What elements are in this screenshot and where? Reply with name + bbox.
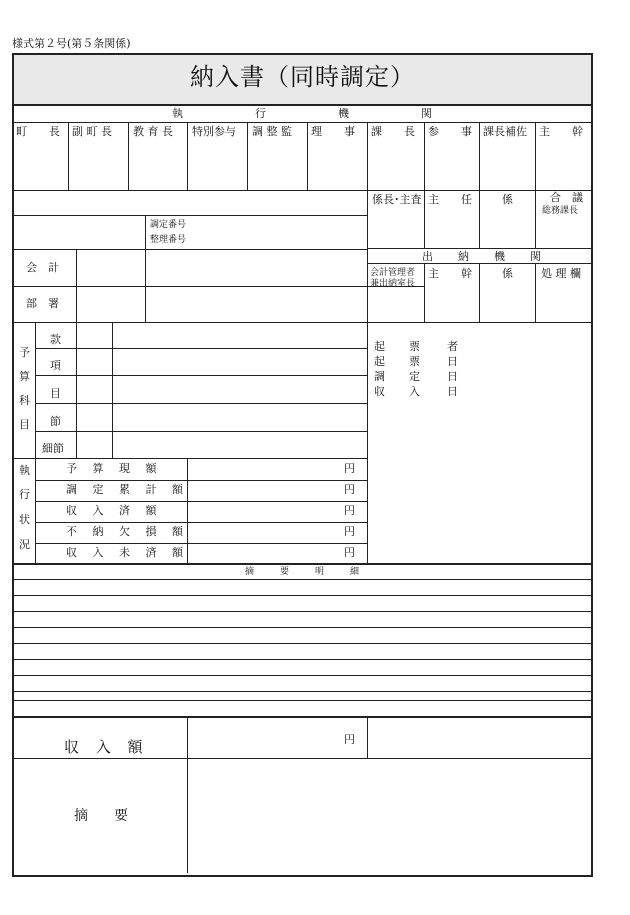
meisai-line-9 xyxy=(12,700,591,701)
vline-off-7 xyxy=(424,122,425,248)
vline-off-9 xyxy=(535,122,536,248)
vline-off-2 xyxy=(128,122,129,190)
line-status-2 xyxy=(35,501,367,502)
vline-main xyxy=(367,122,368,563)
official-director: 理 事 xyxy=(311,125,355,138)
yen-2: 円 xyxy=(344,483,355,496)
suitou-kanrisha-2: 兼出納室長 xyxy=(370,279,416,289)
line-budget-2 xyxy=(35,375,367,376)
official-coordinator: 調 整 監 xyxy=(252,125,292,138)
line-suitou-top xyxy=(367,248,591,249)
vline-shunyu-right xyxy=(367,716,368,758)
meisai-line-5 xyxy=(12,643,591,644)
line-status-4 xyxy=(35,543,367,544)
official-chief-clerk: 係長･主査 xyxy=(372,193,422,206)
sign-4c: 日 xyxy=(447,385,458,398)
line-budget-1 xyxy=(35,348,367,349)
sign-2b: 票 xyxy=(409,355,420,368)
status-cumulative-amount: 調 定 累 計 額 xyxy=(66,483,189,496)
suitou-header-3: 関 xyxy=(530,250,541,263)
line-reg xyxy=(12,215,367,216)
status-label-2: 状 xyxy=(19,513,30,526)
sign-3b: 定 xyxy=(409,370,420,383)
official-assistant-chief: 課長補佐 xyxy=(483,125,527,138)
meisai-line-2 xyxy=(12,595,591,596)
line-tekiyo-top xyxy=(12,758,591,759)
sign-1a: 起 xyxy=(374,340,385,353)
suitou-kanrisha-1: 会計管理者 xyxy=(370,268,416,278)
tekiyo-label-0: 摘 xyxy=(74,808,88,824)
chotei-number-label: 調定番号 xyxy=(150,220,187,230)
sign-1c: 者 xyxy=(447,340,458,353)
yen-1: 円 xyxy=(344,462,355,475)
status-label-0: 執 xyxy=(19,464,30,477)
line-budget-3 xyxy=(35,403,367,404)
line-kaikei-top xyxy=(12,249,367,250)
line-status-top xyxy=(12,458,367,459)
status-received-amount: 収 入 済 額 xyxy=(66,504,163,517)
meisai-line-6 xyxy=(12,659,591,660)
budget-moku: 目 xyxy=(50,387,61,400)
official-mayor: 町 長 xyxy=(16,125,60,138)
official-general-affairs: 総務課長 xyxy=(542,206,579,216)
vline-shunyu xyxy=(187,716,188,873)
vline-budget-label xyxy=(35,322,36,563)
sign-3c: 日 xyxy=(447,370,458,383)
official-deputy-mayor: 副 町 長 xyxy=(72,125,112,138)
budget-saisetsu: 細節 xyxy=(42,442,64,455)
line-budget-4 xyxy=(35,431,367,432)
status-label-3: 況 xyxy=(19,538,30,551)
vline-off-1 xyxy=(68,122,69,190)
kaikei-label: 会 計 xyxy=(26,261,59,274)
budget-label-0: 予 xyxy=(19,346,30,359)
page-title: 納入書（同時調定） xyxy=(190,63,415,91)
tekiyo-label-1: 要 xyxy=(114,808,128,824)
line-exec-header xyxy=(12,122,591,123)
seiri-number-label: 整理番号 xyxy=(150,235,187,245)
vline-sui-3 xyxy=(535,263,536,322)
meisai-header-1: 要 xyxy=(280,567,290,577)
suitou-shukan: 主 幹 xyxy=(428,267,472,280)
sign-2a: 起 xyxy=(374,355,385,368)
line-officials xyxy=(12,190,591,191)
yen-5: 円 xyxy=(344,546,355,559)
vline-sui-1 xyxy=(424,263,425,322)
vline-off-5 xyxy=(307,122,308,190)
meisai-header-2: 明 xyxy=(315,567,325,577)
budget-label-1: 算 xyxy=(19,370,30,383)
meisai-line-8 xyxy=(12,691,591,692)
line-busho-top xyxy=(12,286,367,287)
meisai-header-3: 細 xyxy=(350,567,360,577)
official-section-chief: 課 長 xyxy=(371,125,415,138)
suitou-shori: 処 理 欄 xyxy=(541,267,581,280)
official-special-advisor: 特別参与 xyxy=(192,125,236,138)
yen-4: 円 xyxy=(344,525,355,538)
budget-label-2: 科 xyxy=(19,394,30,407)
official-education: 教 育 長 xyxy=(133,125,173,138)
sign-block xyxy=(374,340,464,400)
sign-2c: 日 xyxy=(447,355,458,368)
exec-header-2: 機 xyxy=(338,107,349,120)
exec-header-1: 行 xyxy=(255,107,266,120)
vline-off-8 xyxy=(479,122,480,248)
budget-label-3: 目 xyxy=(19,418,30,431)
vline-off-3 xyxy=(187,122,188,190)
meisai-header-0: 摘 xyxy=(245,567,255,577)
sign-1b: 票 xyxy=(409,340,420,353)
official-supervisor: 主 任 xyxy=(428,193,472,206)
line-shunyu-top xyxy=(12,716,591,718)
shunyu-gaku-label: 収 入 額 xyxy=(64,738,149,756)
budget-kou: 項 xyxy=(50,359,61,372)
vline-sui-2 xyxy=(479,263,480,322)
official-consult: 合 議 xyxy=(550,191,583,204)
suitou-header-1: 納 xyxy=(458,250,469,263)
line-meisai-top xyxy=(12,563,591,565)
status-label-1: 行 xyxy=(19,488,30,501)
official-councilor: 参 事 xyxy=(428,125,472,138)
vline-kaikei xyxy=(76,249,77,322)
yen-shunyu: 円 xyxy=(344,733,355,746)
budget-setsu: 節 xyxy=(50,415,61,428)
status-budget-amount: 予 算 現 額 xyxy=(66,462,163,475)
suitou-header-0: 出 xyxy=(422,250,433,263)
yen-3: 円 xyxy=(344,504,355,517)
exec-header-0: 執 xyxy=(172,107,183,120)
meisai-line-3 xyxy=(12,611,591,612)
vline-off-4 xyxy=(247,122,248,190)
sign-4a: 収 xyxy=(374,385,385,398)
busho-label: 部 署 xyxy=(26,297,59,310)
form-number: 様式第２号(第５条関係) xyxy=(12,37,131,50)
status-unpaid-amount: 収 入 未 済 額 xyxy=(66,546,189,559)
status-loss-amount: 不 納 欠 損 額 xyxy=(66,525,189,538)
line-status-1 xyxy=(35,480,367,481)
meisai-line-1 xyxy=(12,579,591,580)
meisai-line-4 xyxy=(12,627,591,628)
vline-budget-code xyxy=(112,322,113,458)
sign-4b: 入 xyxy=(409,385,420,398)
meisai-line-7 xyxy=(12,675,591,676)
line-status-3 xyxy=(35,522,367,523)
line-budget-top xyxy=(12,322,591,323)
suitou-header-2: 機 xyxy=(494,250,505,263)
suitou-kakari: 係 xyxy=(502,267,513,280)
vline-reg xyxy=(145,215,146,322)
official-staff: 係 xyxy=(502,193,513,206)
sign-3a: 調 xyxy=(374,370,385,383)
budget-kan: 款 xyxy=(50,333,61,346)
official-senior-staff: 主 幹 xyxy=(539,125,583,138)
vline-budget-item xyxy=(76,322,77,458)
exec-header-3: 関 xyxy=(421,107,432,120)
